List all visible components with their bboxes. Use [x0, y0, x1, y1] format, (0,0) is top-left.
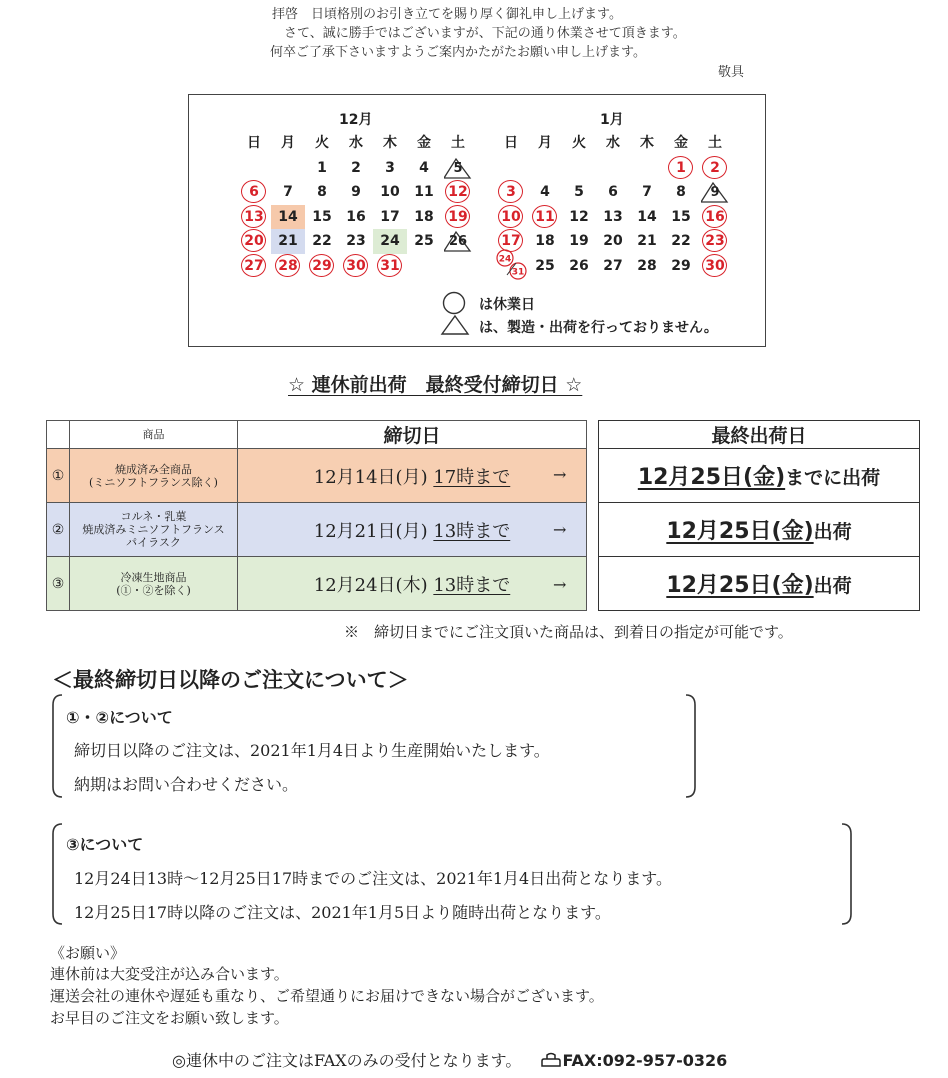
calendar-day: 19 [441, 205, 475, 230]
calendar-day: 27 [237, 254, 271, 279]
calendar-day: 24 [373, 229, 407, 254]
table-row [599, 557, 920, 611]
calendar-day: 23 [698, 229, 732, 254]
calendar-day: 7 [283, 184, 293, 200]
product-cell [70, 449, 238, 503]
ship-cell [599, 449, 920, 503]
calendar-day: 16 [698, 205, 732, 230]
calendar-day: 1 [317, 159, 327, 176]
fax-notice [172, 1048, 727, 1071]
ship-cell [599, 557, 920, 611]
legend-triangle-icon [440, 314, 470, 336]
calendar-day: 29 [305, 254, 339, 279]
calendar-day: 3 [385, 159, 395, 176]
product-line: 焼成済みミニソフトフランス [82, 523, 225, 536]
calendar-day: 31 [373, 254, 407, 279]
calendar-day: 8 [317, 184, 327, 200]
svg-text:31: 31 [511, 267, 525, 277]
january-title: 1月 [600, 112, 624, 128]
calendar-day: 15 [312, 208, 332, 225]
row-number: ② [47, 503, 70, 557]
ship-date: 12月25日(金) [666, 573, 814, 598]
table-row [47, 503, 587, 557]
cutoff-cell [238, 503, 587, 557]
calendar-day: 1 [664, 156, 698, 181]
calendar-day: 25 [535, 257, 555, 274]
greeting-line-1: 拝啓 日頃格別のお引き立てを賜り厚く御礼申し上げます。 [272, 7, 622, 22]
greeting-line-3: 何卒ご了承下さいますようご案内かたがたお願い申し上げます。 [270, 45, 646, 60]
calendar-day: 2 [698, 156, 732, 181]
product-line: 焼成済み全商品 [115, 462, 192, 476]
weekday-label: 火 [572, 135, 586, 151]
calendar-day: 18 [535, 233, 555, 249]
arrow-2: → [553, 520, 567, 539]
december-title: 12月 [339, 112, 373, 128]
calendar-day: 26 [569, 257, 589, 274]
calendar-day: 28 [271, 254, 305, 279]
calendar-day: 16 [346, 208, 366, 225]
weekday-label: 金 [417, 135, 431, 151]
section12-title: ①・②について [66, 708, 173, 727]
weekday-label: 水 [349, 135, 363, 151]
weekday-label: 土 [708, 135, 722, 151]
cutoff-header: 締切日 [238, 421, 587, 449]
arrival-note: ※ 締切日までにご注文頂いた商品は、到着日の指定が可能です。 [344, 623, 793, 641]
calendar-day: 14 [271, 205, 305, 230]
calendar-day: 30 [339, 254, 373, 279]
section12-line-2: 納期はお問い合わせください。 [74, 775, 299, 794]
calendar-day: 30 [698, 254, 732, 279]
cutoff-date: 12月14日(月) [313, 466, 428, 488]
legend-closed-label: は休業日 [479, 297, 535, 313]
greeting-closing: 敬具 [718, 65, 745, 80]
calendar-day: 6 [237, 180, 271, 205]
calendar-day: 2 [351, 159, 361, 176]
after-cutoff-heading: ＜最終締切日以降のご注文について＞ [52, 668, 409, 692]
request-title: 《お願い》 [50, 944, 126, 962]
calendar-day: 8 [676, 184, 686, 200]
table-row [47, 557, 587, 611]
fax-number: FAX:092-957-0326 [562, 1051, 728, 1070]
section3-line-1: 12月24日13時～12月25日17時までのご注文は、2021年1月4日出荷となります。 [74, 869, 672, 888]
calendar-day: 20 [603, 233, 623, 249]
row-number: ① [47, 449, 70, 503]
cutoff-cell [238, 557, 587, 611]
calendar-day: 12 [441, 180, 475, 205]
calendar-day: 17 [380, 208, 400, 225]
section12-line-1: 締切日以降のご注文は、2021年1月4日より生産開始いたします。 [74, 741, 550, 760]
section3-title: ③について [66, 835, 144, 854]
weekday-label: 月 [538, 135, 552, 151]
calendar-day: 21 [271, 229, 305, 254]
calendar-day: 7 [642, 184, 652, 200]
weekday-label: 日 [247, 135, 261, 151]
weekday-label: 火 [315, 135, 329, 151]
final-shipping-table [598, 420, 920, 611]
calendar-day: 28 [637, 257, 657, 274]
weekday-label: 土 [451, 135, 465, 151]
calendar-day: 5 [574, 184, 584, 200]
ship-suffix: 出荷 [813, 575, 852, 597]
product-cell [70, 503, 238, 557]
calendar-day: 11 [414, 184, 434, 200]
cutoff-date: 12月24日(木) [313, 574, 428, 596]
product-header: 商品 [70, 421, 238, 449]
arrow-3: → [553, 575, 567, 594]
cutoff-cell [238, 449, 587, 503]
ship-suffix: 出荷 [813, 521, 852, 543]
calendar-day: 14 [637, 208, 657, 225]
calendar-day: 3 [494, 180, 528, 205]
ship-suffix: までに出荷 [785, 467, 881, 489]
fax-icon [540, 1052, 562, 1068]
product-line: 冷凍生地商品 [120, 570, 187, 584]
svg-text:24: 24 [498, 254, 512, 264]
greeting-line-2: さて、誠に勝手ではございますが、下記の通り休業させて頂きます。 [284, 26, 686, 41]
cutoff-time: 13時まで [433, 520, 511, 542]
request-line-3: お早目のご注文をお願い致します。 [50, 1009, 289, 1027]
ship-date: 12月25日(金) [637, 465, 786, 490]
calendar-day: 20 [237, 229, 271, 254]
cutoff-time: 17時まで [433, 466, 511, 488]
num-header [47, 421, 70, 449]
product-line: (①・②を除く) [116, 583, 191, 597]
table-row [599, 503, 920, 557]
arrow-1: → [553, 465, 567, 484]
calendar-day: 12 [569, 208, 589, 225]
weekday-label: 木 [640, 135, 654, 151]
calendar-day: 9 [698, 180, 732, 205]
calendar-day: 18 [414, 208, 434, 225]
calendar-day: 22 [671, 233, 691, 249]
calendar-day: 11 [528, 205, 562, 230]
calendar-day: 29 [671, 257, 691, 274]
calendar-day: 15 [671, 208, 691, 225]
calendar-day: 10 [494, 205, 528, 230]
product-line: パイラスク [126, 536, 181, 549]
calendar-day: 27 [603, 257, 623, 274]
section3-line-2: 12月25日17時以降のご注文は、2021年1月5日より随時出荷となります。 [74, 903, 611, 922]
request-line-2: 運送会社の連休や遅延も重なり、ご希望通りにお届けできない場合がございます。 [50, 987, 604, 1005]
cutoff-time: 13時まで [433, 574, 511, 596]
request-line-1: 連休前は大変受注が込み合います。 [50, 965, 289, 983]
calendar-day: 9 [351, 184, 361, 200]
calendar-day: 22 [312, 233, 332, 249]
legend-circle-icon [440, 291, 468, 315]
row-number: ③ [47, 557, 70, 611]
product-cell [70, 557, 238, 611]
calendar-day: 13 [237, 205, 271, 230]
calendar-day: 6 [608, 184, 618, 200]
calendar-day: 10 [380, 184, 400, 200]
table-row [599, 449, 920, 503]
fax-notice-text: ◎連休中のご注文はFAXのみの受付となります。 [172, 1051, 522, 1070]
cutoff-table [46, 420, 587, 611]
table-row [47, 449, 587, 503]
holiday-calendar [188, 94, 766, 347]
legend-no-production-label: は、製造・出荷を行っておりません。 [479, 320, 718, 336]
ship-header: 最終出荷日 [599, 421, 920, 449]
calendar-day: 26 [441, 229, 475, 254]
calendar-day: 17 [494, 229, 528, 254]
deadline-heading: ☆ 連休前出荷 最終受付締切日 ☆ [288, 374, 583, 396]
calendar-day [494, 254, 528, 279]
weekday-label: 月 [281, 135, 295, 151]
weekday-label: 水 [606, 135, 620, 151]
ship-date: 12月25日(金) [666, 519, 814, 544]
calendar-day: 5 [441, 156, 475, 181]
calendar-day: 4 [419, 159, 429, 176]
weekday-label: 金 [674, 135, 688, 151]
weekday-label: 日 [504, 135, 518, 151]
calendar-day: 25 [414, 233, 434, 249]
cutoff-date: 12月21日(月) [313, 520, 428, 542]
calendar-day: 21 [637, 233, 657, 249]
calendar-day: 23 [346, 233, 366, 249]
product-line: コルネ・乳菓 [120, 510, 187, 523]
weekday-label: 木 [383, 135, 397, 151]
calendar-day: 19 [569, 233, 589, 249]
product-line: (ミニソフトフランス除く) [89, 475, 218, 489]
calendar-day: 4 [540, 184, 550, 200]
ship-cell [599, 503, 920, 557]
calendar-day: 13 [603, 208, 623, 225]
